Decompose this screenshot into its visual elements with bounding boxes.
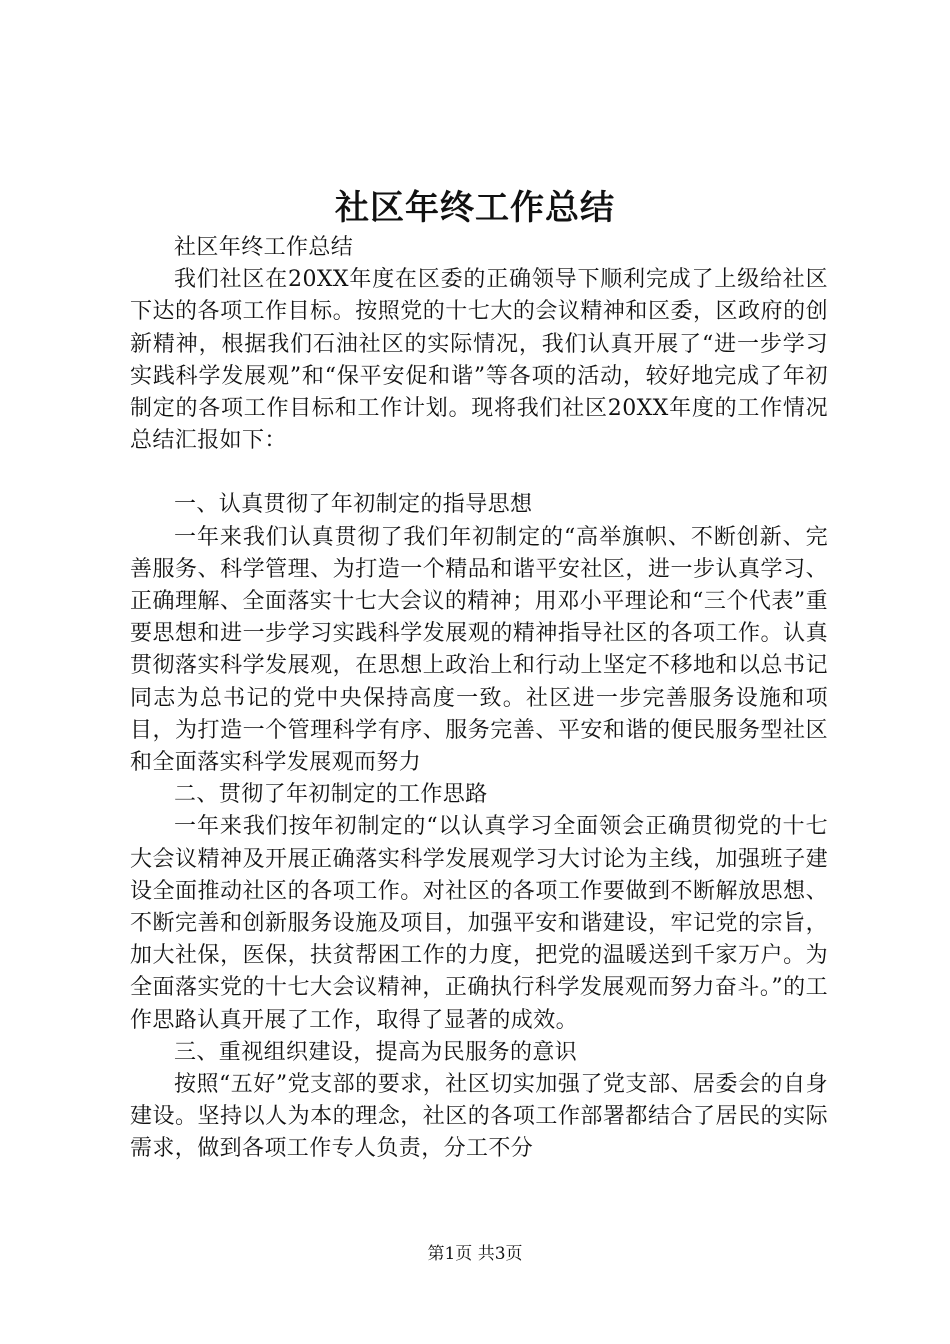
section-heading-3: 三、重视组织建设，提高为民服务的意识 — [174, 1039, 578, 1065]
section-body-2: 一年来我们按年初制定的“以认真学习全面领会正确贯彻党的十七大会议精神及开展正确落实科学发展观学习大讨论为主线，加强班子建设全面推动社区的各项工作。对社区的各项工作要做到不断解放思想、不断完善和创新服务设施及项目，加强平安和谐建设，牢记党的宗旨，加大社保，医保，扶贫帮困工作的力度，把党的温暖送到千家万户。为全面落实党的十七大会议精神，正确执行科学发展观而努力奋斗。”的工作思路认真开展了工作，取得了显著的成效。 — [130, 814, 828, 1033]
section-body-3: 按照“五好”党支部的要求，社区切实加强了党支部、居委会的自身建设。坚持以人为本的理念，社区的各项工作部署都结合了居民的实际需求，做到各项工作专人负责，分工不分 — [130, 1072, 828, 1162]
document-body — [130, 232, 828, 1166]
document-title: 社区年终工作总结 — [335, 188, 615, 228]
intro-paragraph: 我们社区在20XX年度在区委的正确领导下顺利完成了上级给社区下达的各项工作目标。按照党的十七大的会议精神和区委，区政府的创新精神，根据我们石油社区的实际情况，我们认真开展了“进一步学习实践科学发展观”和“保平安促和谐”等各项的活动，较好地完成了年初制定的各项工作目标和工作计划。现将我们社区20XX年度的工作情况总结汇报如下： — [130, 267, 828, 454]
page-footer: 第1页 共3页 — [427, 1244, 523, 1264]
section-body-1: 一年来我们认真贯彻了我们年初制定的“高举旗帜、不断创新、完善服务、科学管理、为打造一个精品和谐平安社区，进一步认真学习、正确理解、全面落实十七大会议的精神；用邓小平理论和“三个代表”重要思想和进一步学习实践科学发展观的精神指导社区的各项工作。认真贯彻落实科学发展观，在思想上政治上和行动上坚定不移地和以总书记同志为总书记的党中央保持高度一致。社区进一步完善服务设施和项目，为打造一个管理科学有序、服务完善、平安和谐的便民服务型社区和全面落实科学发展观而努力 — [130, 524, 828, 776]
section-heading-1: 一、认真贯彻了年初制定的指导思想 — [174, 492, 533, 518]
subtitle-paragraph: 社区年终工作总结 — [174, 235, 354, 260]
section-heading-2: 二、贯彻了年初制定的工作思路 — [174, 782, 488, 808]
paragraph-gap — [130, 457, 828, 489]
